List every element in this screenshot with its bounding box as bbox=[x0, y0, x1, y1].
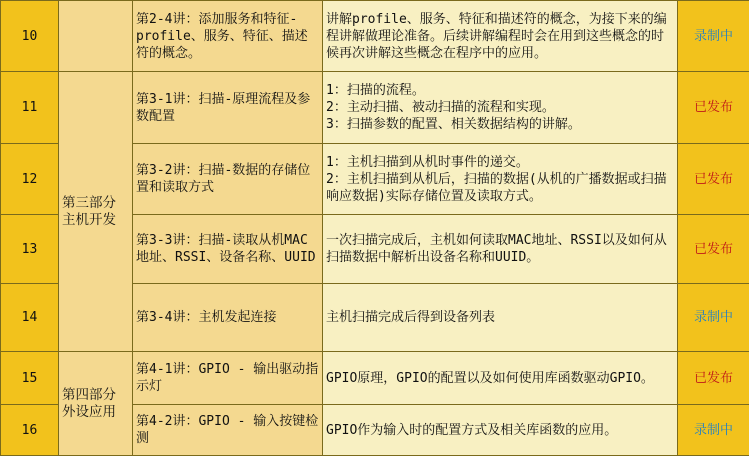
lecture-description: GPIO作为输入时的配置方式及相关库函数的应用。 bbox=[323, 405, 678, 456]
lecture-description: 一次扫描完成后，主机如何读取MAC地址、RSSI以及如何从扫描数据中解析出设备名称和UUID。 bbox=[323, 215, 678, 284]
lecture-title: 第4-1讲：GPIO - 输出驱动指示灯 bbox=[133, 352, 323, 405]
row-number: 10 bbox=[1, 1, 59, 72]
lecture-title: 第3-4讲：主机发起连接 bbox=[133, 284, 323, 352]
row-number: 14 bbox=[1, 284, 59, 352]
part-label-host-development: 第三部分 主机开发 bbox=[59, 72, 133, 352]
lecture-description: 1：扫描的流程。 2：主动扫描、被动扫描的流程和实现。 3：扫描参数的配置、相关数据结构的讲解。 bbox=[323, 72, 678, 144]
row-number: 12 bbox=[1, 144, 59, 215]
lecture-title: 第2-4讲：添加服务和特征-profile、服务、特征、描述符的概念。 bbox=[133, 1, 323, 72]
status-badge: 已发布 bbox=[678, 352, 749, 405]
lecture-title: 第4-2讲：GPIO - 输入按键检测 bbox=[133, 405, 323, 456]
status-badge: 已发布 bbox=[678, 72, 749, 144]
lecture-description: 主机扫描完成后得到设备列表 bbox=[323, 284, 678, 352]
row-number: 15 bbox=[1, 352, 59, 405]
table-row bbox=[1, 72, 749, 144]
lecture-title: 第3-2讲：扫描-数据的存储位置和读取方式 bbox=[133, 144, 323, 215]
lecture-description: GPIO原理，GPIO的配置以及如何使用库函数驱动GPIO。 bbox=[323, 352, 678, 405]
lecture-title: 第3-3讲：扫描-读取从机MAC地址、RSSI、设备名称、UUID bbox=[133, 215, 323, 284]
lecture-title: 第3-1讲：扫描-原理流程及参数配置 bbox=[133, 72, 323, 144]
status-badge: 录制中 bbox=[678, 405, 749, 456]
table-row bbox=[1, 1, 749, 72]
status-badge: 已发布 bbox=[678, 144, 749, 215]
table-row bbox=[1, 352, 749, 405]
part-cell-empty bbox=[59, 1, 133, 72]
row-number: 13 bbox=[1, 215, 59, 284]
status-badge: 已发布 bbox=[678, 215, 749, 284]
status-badge: 录制中 bbox=[678, 284, 749, 352]
lecture-description: 讲解profile、服务、特征和描述符的概念，为接下来的编程讲解做理论准备。后续讲解编程时会在用到这些概念的时候再次讲解这些概念在程序中的应用。 bbox=[323, 1, 678, 72]
lecture-description: 1：主机扫描到从机时事件的递交。 2：主机扫描到从机后，扫描的数据(从机的广播数据或扫描响应数据)实际存储位置及读取方式。 bbox=[323, 144, 678, 215]
part-label-peripheral-application: 第四部分 外设应用 bbox=[59, 352, 133, 456]
row-number: 16 bbox=[1, 405, 59, 456]
status-badge: 录制中 bbox=[678, 1, 749, 72]
row-number: 11 bbox=[1, 72, 59, 144]
